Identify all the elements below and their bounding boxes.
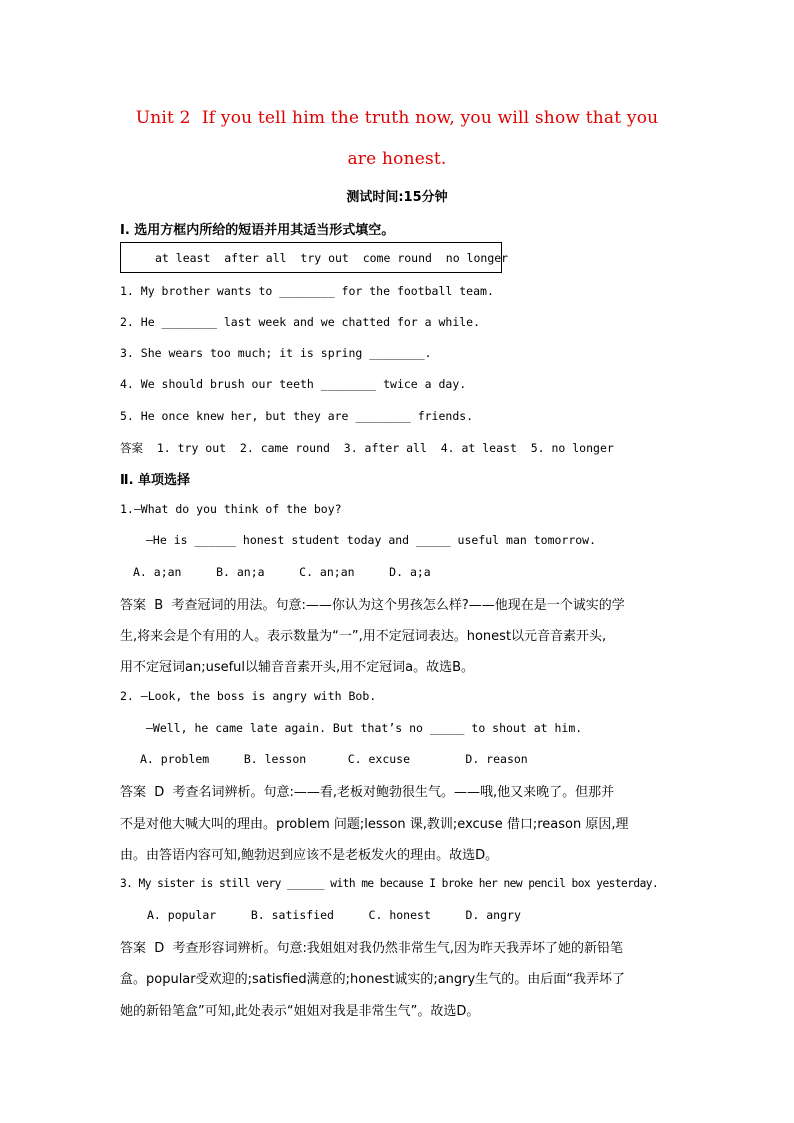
test-time: 测试时间:15分钟 — [346, 190, 448, 205]
q1-answer-line-2: 生,将来会是个有用的人。表示数量为“一”,用不定冠词表达。honest以元音音素开头, — [120, 629, 607, 644]
phrase-box-text: at least after all try out come round no longer — [155, 251, 509, 265]
fill-item-5: 5. He once knew her, but they are ________ friends. — [120, 409, 474, 423]
section1-answer: 答案 1. try out 2. came round 3. after all 4. at least 5. no longer — [120, 441, 614, 455]
fill-item-2: 2. He ________ last week and we chatted for a while. — [120, 315, 481, 329]
section1-heading: Ⅰ. 选用方框内所给的短语并用其适当形式填空。 — [120, 223, 395, 238]
fill-item-1: 1. My brother wants to ________ for the football team. — [120, 284, 494, 298]
q2-line2: —Well, he came late again. But that’s no _____ to shout at him. — [146, 721, 583, 735]
fill-item-3: 3. She wears too much; it is spring ________. — [120, 346, 432, 360]
fill-item-4: 4. We should brush our teeth ________ twice a day. — [120, 377, 467, 391]
q2-answer-line-3: 由。由答语内容可知,鲍勃迟到应该不是老板发火的理由。故选D。 — [120, 848, 499, 863]
q3-stem: 3. My sister is still very ______ with me because I broke her new pencil box yesterday. — [120, 877, 659, 890]
q1-answer-line-1: 答案 B 考查冠词的用法。句意:——你认为这个男孩怎么样?——他现在是一个诚实的学 — [120, 598, 625, 613]
q2-answer-line-2: 不是对他大喊大叫的理由。problem 问题;lesson 课,教训;excuse 借口;reason 原因,理 — [120, 817, 629, 832]
q3-answer-line-3: 她的新铅笔盒”可知,此处表示“姐姐对我是非常生气”。故选D。 — [120, 1004, 480, 1019]
q2-options: A. problem B. lesson C. excuse D. reason — [140, 752, 528, 766]
q1-options: A. a;an B. an;a C. an;an D. a;a — [133, 565, 431, 579]
page-title-line-2: are honest. — [347, 149, 447, 169]
q3-answer-line-1: 答案 D 考查形容词辨析。句意:我姐姐对我仍然非常生气,因为昨天我弄坏了她的新铅笔 — [120, 941, 624, 956]
q3-answer-line-2: 盒。popular受欢迎的;satisfied满意的;honest诚实的;angry生气的。由后面“我弄坏了 — [120, 972, 625, 987]
q2-stem: 2. —Look, the boss is angry with Bob. — [120, 689, 377, 703]
q3-options: A. popular B. satisfied C. honest D. angry — [147, 908, 521, 922]
q1-answer-line-3: 用不定冠词an;useful以辅音音素开头,用不定冠词a。故选B。 — [120, 660, 475, 675]
q1-line2: —He is ______ honest student today and _____ useful man tomorrow. — [146, 533, 597, 547]
q2-answer-line-1: 答案 D 考查名词辨析。句意:——看,老板对鲍勃很生气。——哦,他又来晚了。但那并 — [120, 785, 615, 800]
q1-stem: 1.—What do you think of the boy? — [120, 502, 342, 516]
phrase-box — [120, 242, 509, 273]
section2-heading: Ⅱ. 单项选择 — [120, 473, 191, 488]
page-title-line-1: Unit 2 If you tell him the truth now, you will show that you — [135, 108, 659, 128]
